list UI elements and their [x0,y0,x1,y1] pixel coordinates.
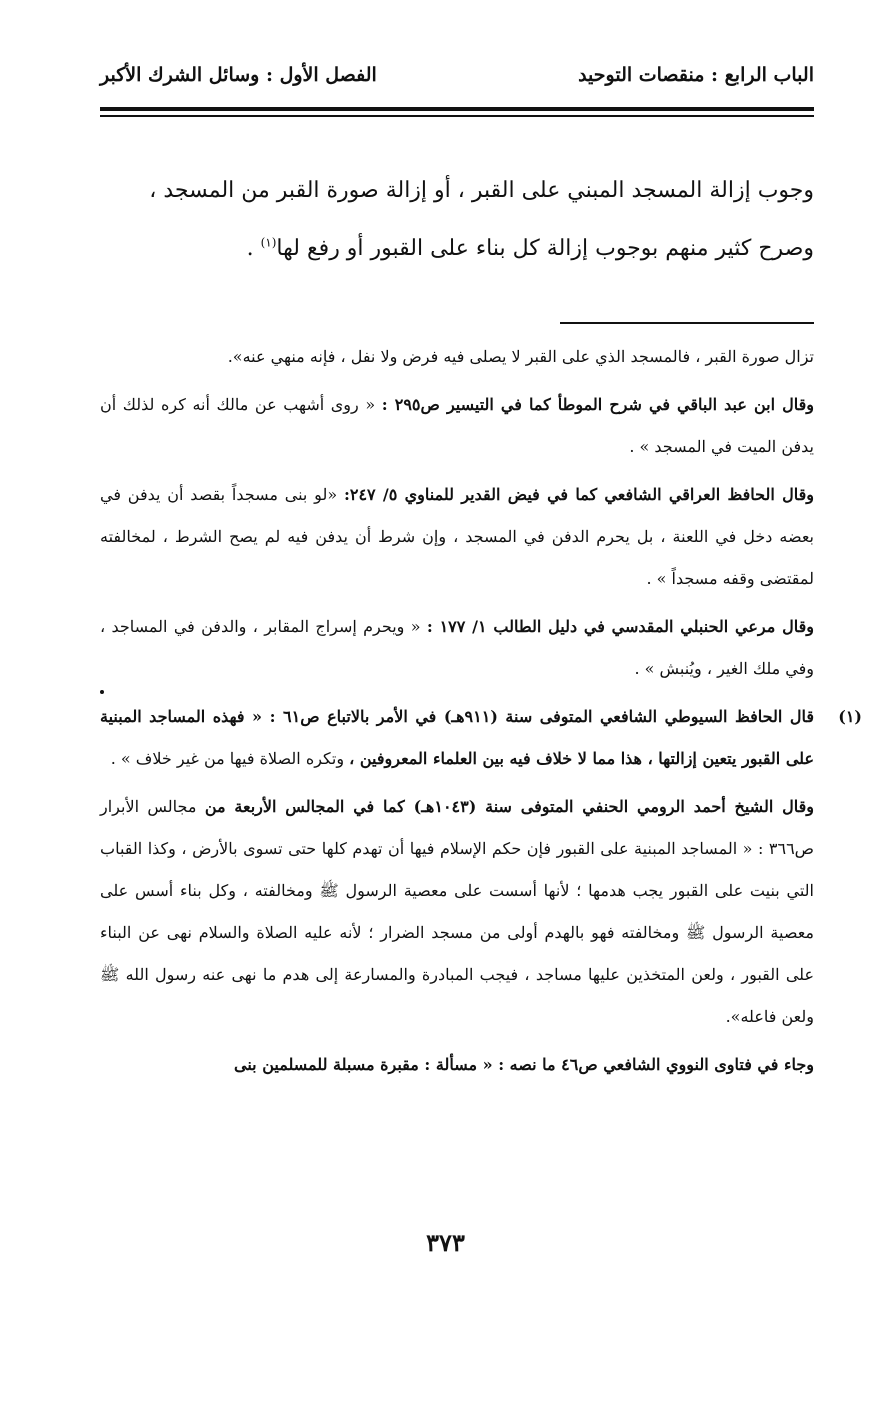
ibn-abd-albaqi-lead: وقال ابن عبد الباقي في شرح الموطأ كما في التيسير ص٢٩٥ : [381,395,815,414]
footnote-1-number: (١) [838,707,862,726]
header-rule-thick [100,107,814,111]
footnote-rumi [100,786,814,1038]
marai-lead: وقال مرعي الحنبلي المقدسي في دليل الطالب ١/ ١٧٧ : [426,617,814,636]
footnote-marai [100,606,814,690]
page-number: ٣٧٣ [426,1228,465,1257]
rumi-lead: وقال الشيخ أحمد الرومي الحنفي المتوفى سنة (١٠٤٣هـ) كما في المجالس الأربعة من [204,797,814,816]
nawawi-quote: « مسألة : مقبرة مسبلة للمسلمين بنى [234,1055,499,1074]
footnote-continuation: تزال صورة القبر ، فالمسجد الذي على القبر لا يصلى فيه فرض ولا نفل ، فإنه منهي عنه». [227,347,814,366]
ink-speck [100,690,104,694]
footnote-1-lead: قال الحافظ السيوطي الشافعي المتوفى سنة (٩١١هـ) في الأمر بالاتباع ص٦١ : « فهذه المساجد المبنية على القبور يتعين إزالتها ، هذا مما لا خلاف فيه بين العلماء المعروفين ، [100,707,815,768]
footnotes-section [100,336,862,1092]
footnote-reference-marker[interactable]: (١) [260,235,277,250]
nawawi-lead: وجاء في فتاوى النووي الشافعي ص٤٦ ما نصه : [498,1055,814,1074]
body-line-1: وجوب إزالة المسجد المبني على القبر ، أو إزالة صورة القبر من المسجد ، [149,178,814,203]
iraqi-quote: «لو بنى مسجداً بقصد أن يدفن في بعضه دخل في اللعنة ، بل يحرم الدفن في المسجد ، وإن شرط أن يدفن فيه لم يصح الشرط ، لمخالفته لمقتضى وقفه مسجداً » . [100,485,814,588]
footnote-1-rest: وتكره الصلاة فيها من غير خلاف » . [110,749,350,768]
body-line-2-text: وصرح كثير منهم بوجوب إزالة كل بناء على القبور أو رفع لها [276,236,814,261]
header-rule-thin [100,115,814,117]
marai-quote: « ويحرم إسراج المقابر ، والدفن في المساجد ، وفي ملك الغير ، ويُنبش » . [100,617,814,678]
iraqi-lead: وقال الحافظ العراقي الشافعي كما في فيض القدير للمناوي ٥/ ٢٤٧: [343,485,815,504]
main-body-text [100,162,814,278]
footnote-ibn-abd-albaqi [100,384,814,468]
ibn-abd-albaqi-quote: « روى أشهب عن مالك أنه كره لذلك أن يدفن الميت في المسجد » . [100,395,814,456]
running-header [100,58,814,102]
footnote-1 [100,696,862,780]
footnote-nawawi [100,1044,814,1086]
footnote-separator [560,322,814,324]
rumi-quote: مجالس الأبرار ص٣٦٦ : « المساجد المبنية على القبور فإن حكم الإسلام فيها أن تهدم كلها حتى تسوى بالأرض ، وكذا القباب التي بنيت على القبور يجب هدمها ؛ لأنها أسست على معصية الرسول ﷺ ومخالفته ، وكل بناء أسس على معصية الرسول ﷺ ومخالفته فهو بالهدم أولى من مسجد الضرار ؛ لأنه عليه الصلاة والسلام نهى عن البناء على القبور ، ولعن المتخذين عليها مساجد ، فيجب المبادرة والمسارعة إلى هدم ما نهى عنه رسول الله ﷺ ولعن فاعله». [100,797,814,1026]
section-title: الفصل الأول : وسائل الشرك الأكبر [100,64,377,86]
chapter-title: الباب الرابع : منقصات التوحيد [578,64,814,86]
body-line-2 [100,220,814,278]
footnote-iraqi [100,474,814,600]
body-line-2-end: . [246,236,261,261]
